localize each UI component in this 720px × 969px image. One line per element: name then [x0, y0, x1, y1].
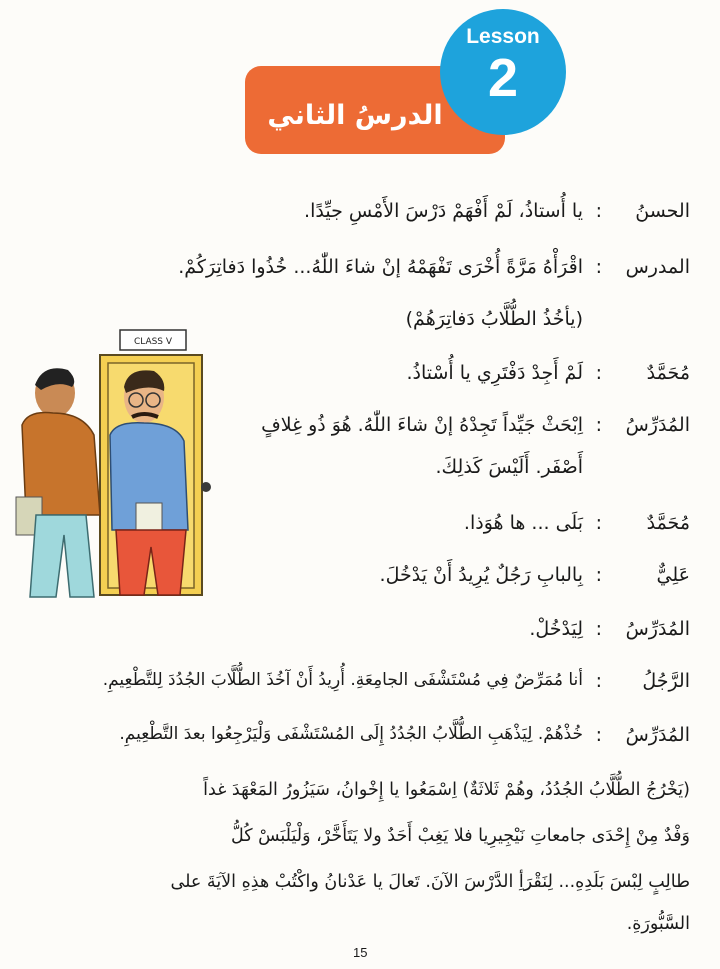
colon: : — [595, 256, 602, 278]
speaker-name: الرَّجُلُ — [642, 670, 690, 692]
utterance: لَمْ أَجِدْ دَفْتَرِي يا أُسْتاذُ. — [406, 362, 583, 384]
colon: : — [595, 670, 602, 692]
utterance-continued: أَصْفَر. أَلَيْسَ كَذلِكَ. — [435, 456, 583, 478]
speaker-name: المُدَرِّسُ — [625, 414, 690, 436]
classroom-illustration — [8, 325, 228, 600]
colon: : — [595, 512, 602, 534]
utterance: اقْرَأْهُ مَرَّةً أُخْرَى تَفْهَمْهُ إنْ شاءَ اللّٰهُ... خُذُوا دَفاتِرَكُمْ. — [178, 256, 583, 278]
utterance: أنا مُمَرِّضٌ فِي مُسْتَشْفَى الجامِعَةِ. أُرِيدُ أَنْ آخُذَ الطُّلَّابَ الجُدُدَ لِلتَّطْعِيمِ. — [102, 670, 583, 690]
speaker-name: مُحَمَّدٌ — [646, 362, 690, 384]
paragraph-line: طالِبٍ لِبْسَ بَلَدِهِ... لِنَقْرَأِ الدَّرْسَ الآنَ. تَعالَ يا عَدْنانُ واكْتُبْ هذِهِ الآيَةَ على — [170, 872, 690, 892]
colon: : — [595, 200, 602, 222]
colon: : — [595, 414, 602, 436]
door-sign: CLASS V — [133, 337, 173, 347]
utterance: بِالبابِ رَجُلٌ يُرِيدُ أَنْ يَدْخُلَ. — [379, 564, 583, 586]
speaker-name: المُدَرِّسُ — [625, 618, 690, 640]
paragraph-line: السَّبُّورَةِ. — [626, 914, 690, 934]
utterance: بَلَى ... ها هُوَذا. — [463, 512, 583, 534]
lesson-badge-label: Lesson — [466, 25, 540, 48]
paragraph-line: وَفْدٌ مِنْ إِحْدَى جامعاتِ نَيْجِيرِيا فلا يَغِبْ أَحَدٌ ولا يَتَأَخَّرْ، وَلْيَلْبَسْ كُلُّ — [230, 826, 690, 846]
colon: : — [595, 618, 602, 640]
colon: : — [595, 724, 602, 746]
speaker-name: الحسنُ — [635, 200, 690, 222]
speaker-name: المدرس — [625, 256, 690, 278]
utterance: لِيَدْخُلْ. — [529, 618, 583, 640]
speaker-name: عَلِيٌّ — [656, 564, 690, 586]
page-number: 15 — [353, 945, 368, 960]
stage-direction: (يأخُذُ الطُّلَّابُ دَفاتِرَهُمْ) — [405, 308, 583, 330]
colon: : — [595, 362, 602, 384]
utterance: يا أُستاذُ، لَمْ أَفْهَمْ دَرْسَ الأَمْسِ جيِّدًا. — [304, 200, 583, 222]
lesson-title: الدرسُ الثاني — [267, 99, 443, 131]
speaker-name: مُحَمَّدٌ — [646, 512, 690, 534]
paragraph-line: (يَخْرُجُ الطُّلَّابُ الجُدُدُ، وهُمْ ثَلاثَةٌ) اِسْمَعُوا يا إِخْوانُ، سَيَزُورُ المَعْهَدَ غداً — [203, 780, 690, 800]
speaker-name: المُدَرِّسُ — [625, 724, 690, 746]
utterance: اِبْحَثْ جَيِّداً تَجِدْهُ إنْ شاءَ اللّٰهُ. هُوَ ذُو غِلافٍ — [261, 414, 583, 436]
lesson-badge — [440, 9, 566, 135]
lesson-badge-number: 2 — [487, 48, 519, 108]
colon: : — [595, 564, 602, 586]
utterance: خُذْهُمْ. لِيَذْهَبِ الطُّلَّابُ الجُدُدُ إِلَى المُسْتَشْفَى وَلْيَرْجِعُوا بعدَ التَّطْعِيمِ. — [119, 724, 583, 744]
